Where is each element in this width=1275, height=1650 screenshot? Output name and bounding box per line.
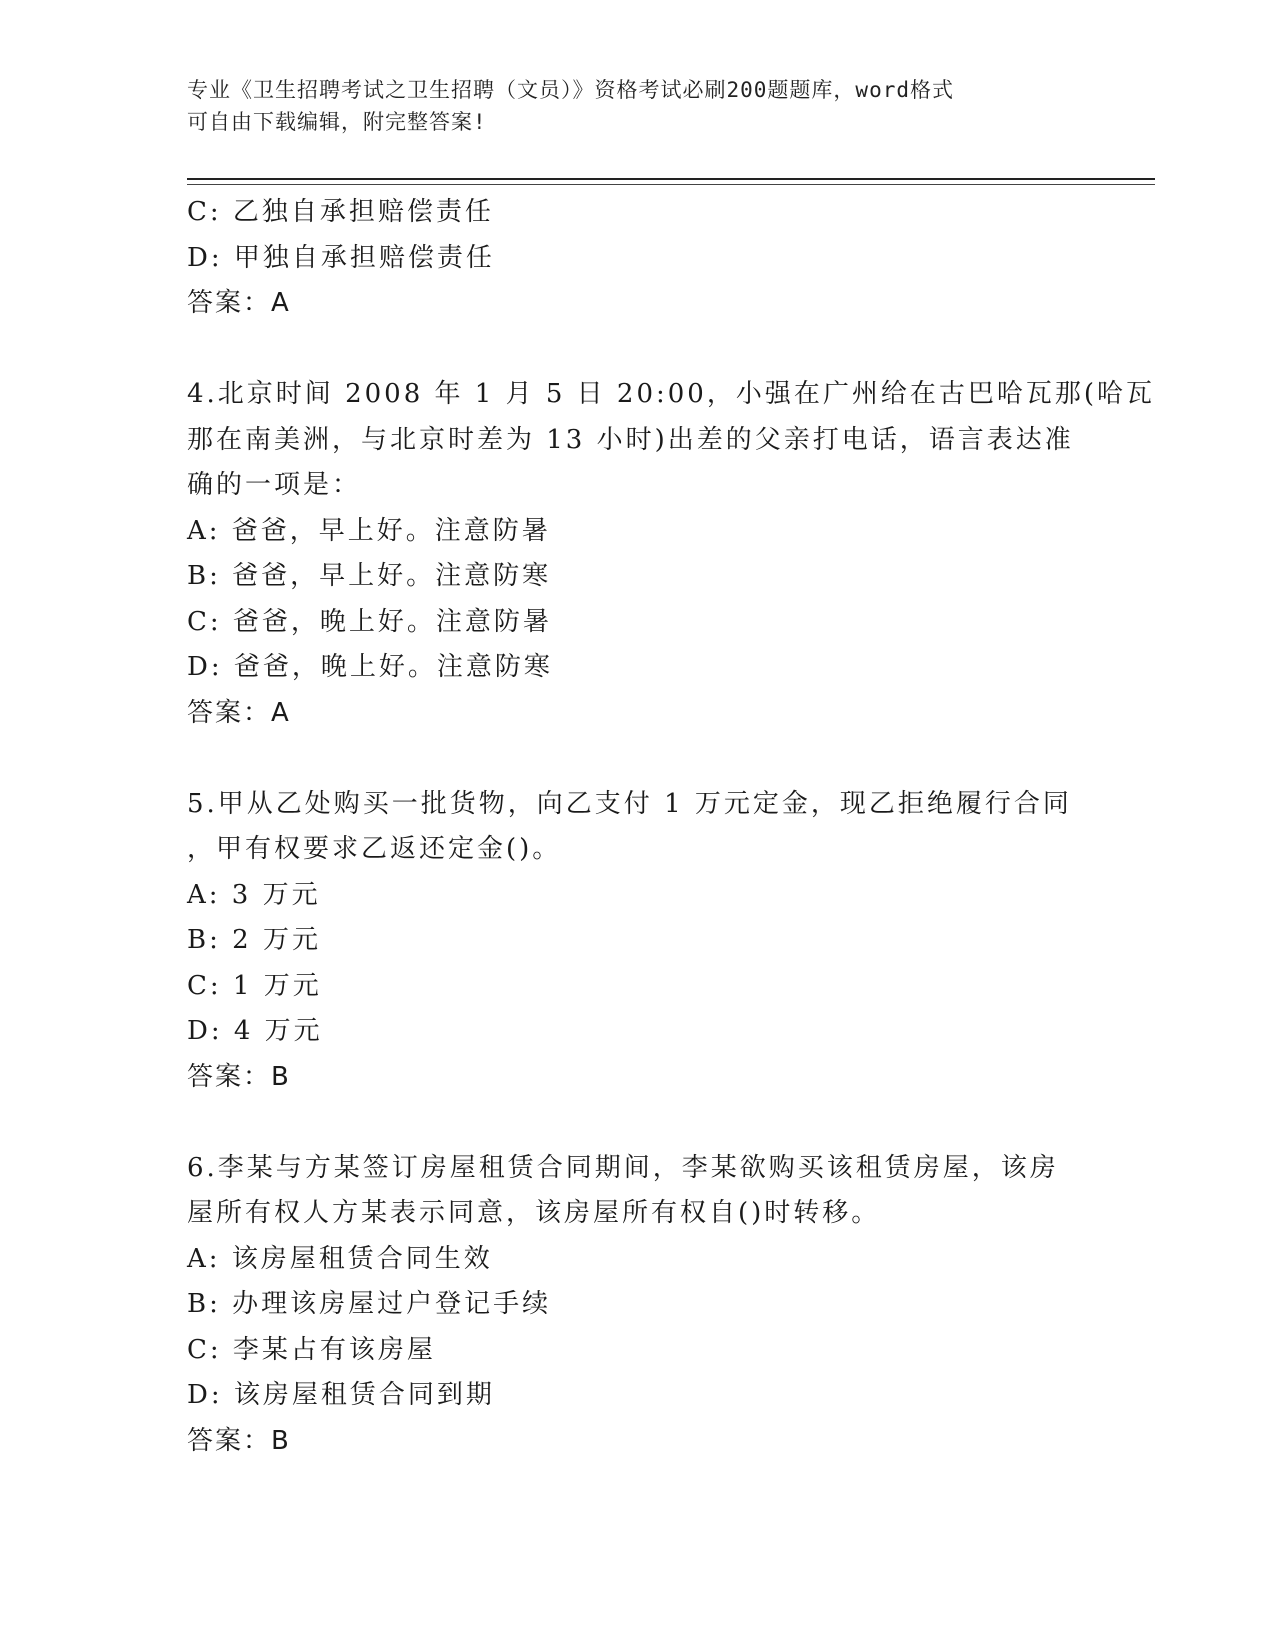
q6-option-d: D: 该房屋租赁合同到期	[187, 1380, 495, 1410]
q5-stem-line-1: 5.甲从乙处购买一批货物，向乙支付 1 万元定金，现乙拒绝履行合同	[187, 788, 1072, 819]
spacer	[187, 327, 1087, 373]
q3-option-c: C: 乙独自承担赔偿责任	[187, 197, 494, 227]
spacer	[187, 736, 1087, 782]
q4-option-c: C: 爸爸，晚上好。注意防暑	[187, 606, 552, 637]
q5-option-b: B: 2 万元	[187, 925, 321, 955]
q3-option-d: D: 甲独自承担赔偿责任	[187, 242, 495, 273]
q5-option-a: A: 3 万元	[187, 879, 321, 910]
header-divider-thin	[187, 184, 1155, 185]
q4-stem-line-3: 确的一项是：	[187, 470, 362, 500]
q6-option-b: B: 办理该房屋过户登记手续	[187, 1289, 552, 1319]
header-divider-thick	[187, 178, 1155, 180]
question-content	[187, 190, 1155, 1464]
q6-option-a: A: 该房屋租赁合同生效	[187, 1243, 493, 1274]
q4-stem-line-1: 4.北京时间 2008 年 1 月 5 日 20:00，小强在广州给在古巴哈瓦那(哈瓦	[187, 379, 1155, 409]
question-3-tail	[187, 190, 1087, 327]
q5-stem-line-2: ，甲有权要求乙返还定金()。	[187, 834, 562, 864]
question-6	[187, 1146, 1087, 1465]
q4-option-d: D: 爸爸，晚上好。注意防寒	[187, 652, 553, 682]
q4-option-a: A: 爸爸，早上好。注意防暑	[187, 515, 551, 546]
q5-option-c: C: 1 万元	[187, 970, 322, 1001]
header-line-1: 专业《卫生招聘考试之卫生招聘（文员）》资格考试必刷200题题库，word格式	[187, 78, 954, 102]
header-line-2: 可自由下载编辑，附完整答案!	[187, 110, 487, 134]
q6-answer: 答案：B	[187, 1425, 291, 1456]
q6-stem-line-1: 6.李某与方某签订房屋租赁合同期间，李某欲购买该租赁房屋，该房	[187, 1152, 1059, 1183]
q4-option-b: B: 爸爸，早上好。注意防寒	[187, 561, 552, 591]
q3-answer: 答案：A	[187, 288, 291, 318]
q4-answer: 答案：A	[187, 697, 291, 728]
question-5	[187, 782, 1087, 1101]
question-4	[187, 372, 1155, 736]
document-header	[187, 74, 1087, 138]
q5-option-d: D: 4 万元	[187, 1016, 323, 1046]
q6-stem-line-2: 屋所有权人方某表示同意，该房屋所有权自()时转移。	[187, 1198, 881, 1228]
q5-answer: 答案：B	[187, 1061, 291, 1092]
q4-stem-line-2: 那在南美洲，与北京时差为 13 小时)出差的父亲打电话，语言表达准	[187, 424, 1074, 455]
q6-option-c: C: 李某占有该房屋	[187, 1334, 436, 1365]
spacer	[187, 1100, 1087, 1146]
